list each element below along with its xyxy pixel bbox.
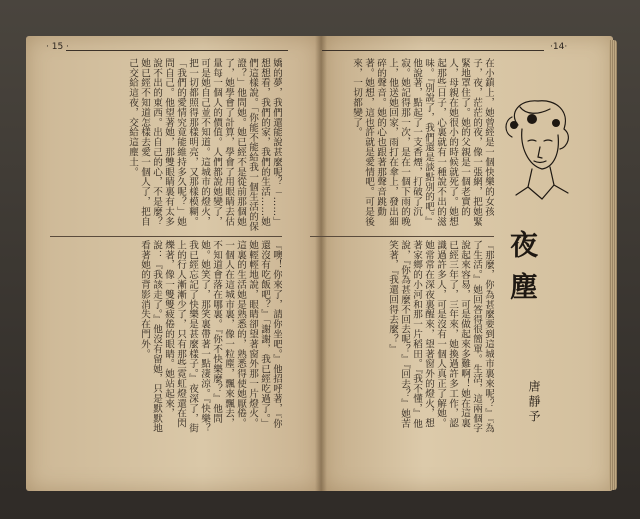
- right-page-lower-text: 『那麼，你為甚麼要到這城市裏來呢？』『為了生活。』她回答得很簡單。生活，這兩個字說起來容易，可是做起來多難啊！她在這裏已經三年了，三年來，她換過許多工作，認識過許多人，可是沒有一個人真正了解她。她常常在深夜裏醒來，望著窗外的燈火，想著家鄉的小河和那一片稻田。『我不懂，』他說，『你為甚麼不回去呢？』『回去？』她苦笑著，『我還回得去麼？』: [387, 240, 494, 434]
- left-page-upper-text: 嬌的夢，我們還能說甚麼呢？「……」想想看，我們的家，我們的生活……她們這樣說。「你能不能給我一個生活的保證？」他問她。她已經不是從前那個她了，她學會了計算，學會了用眼睛去估量每一個人的價值。人們都說她變了，可是她自己並不知道。這城市的燈火，把一切都照得那樣明亮，又那樣模糊。「我們的愛情究竟能維持多久呢？」她問自己。他望著她，那雙眼睛裏有太多說不出的東西。出自己的心，不是麼？她已經不知道怎樣去愛一個人了，把自己交給這夜，交給這塵土。: [127, 58, 282, 232]
- left-page-number: · 15 ·: [46, 42, 69, 52]
- left-header-rule: [66, 50, 288, 51]
- right-page-upper-text: 在小鎮上，她曾經是一個快樂的女孩子，夜，茫茫的夜，像一張網，把她緊緊地罩住了。她的父親是一個老實的人，母親在她很小的時候就死了。她想起那些日子，心裏就有一種說不出的滋味。『別說了，我們還是談點別的吧。』他說著，點起了一支香煙，打破了沉寂。她記得那一次，是在一個下雨的晚上，他送她回家，雨打在傘上，發出細碎的聲音。她的心也跟著那聲音跳動著。她想，這也許就是愛情吧。可是後來，一切都變了。: [351, 58, 494, 227]
- left-page-lower-text: 『噢！你來了，請你坐吧。』他招呼著，『你還沒有吃飯吧？』「謝謝，我已經吃過了。」她輕輕地說，眼睛卻望著窗外那一片燈火。這裏的生活她是熟悉的，熟悉得使她厭倦。一個人在這城市裏，像一粒塵，飄來飄去，不知道會落在哪裏。『你不快樂麼？』他問她。她笑了，那笑裏帶著一點淒涼。『快樂？我已經忘記了快樂是甚麼樣子。』夜深了，街上的行人漸漸少了，只有那些霓虹燈還在閃爍著，像一雙雙疲倦的眼睛。她站起來，說：『我該走了。』他沒有留她，只是默默地看著她的背影消失在門外。: [139, 240, 282, 434]
- right-header-rule: [322, 50, 544, 51]
- left-page-divider: [50, 236, 282, 237]
- story-title: 夜塵: [506, 230, 539, 314]
- right-page-divider: [310, 236, 494, 237]
- story-author: 唐靜予: [527, 380, 541, 425]
- woman-portrait-illustration: [498, 95, 580, 205]
- right-page-number: ·14·: [550, 42, 568, 52]
- page-edges: [609, 40, 617, 490]
